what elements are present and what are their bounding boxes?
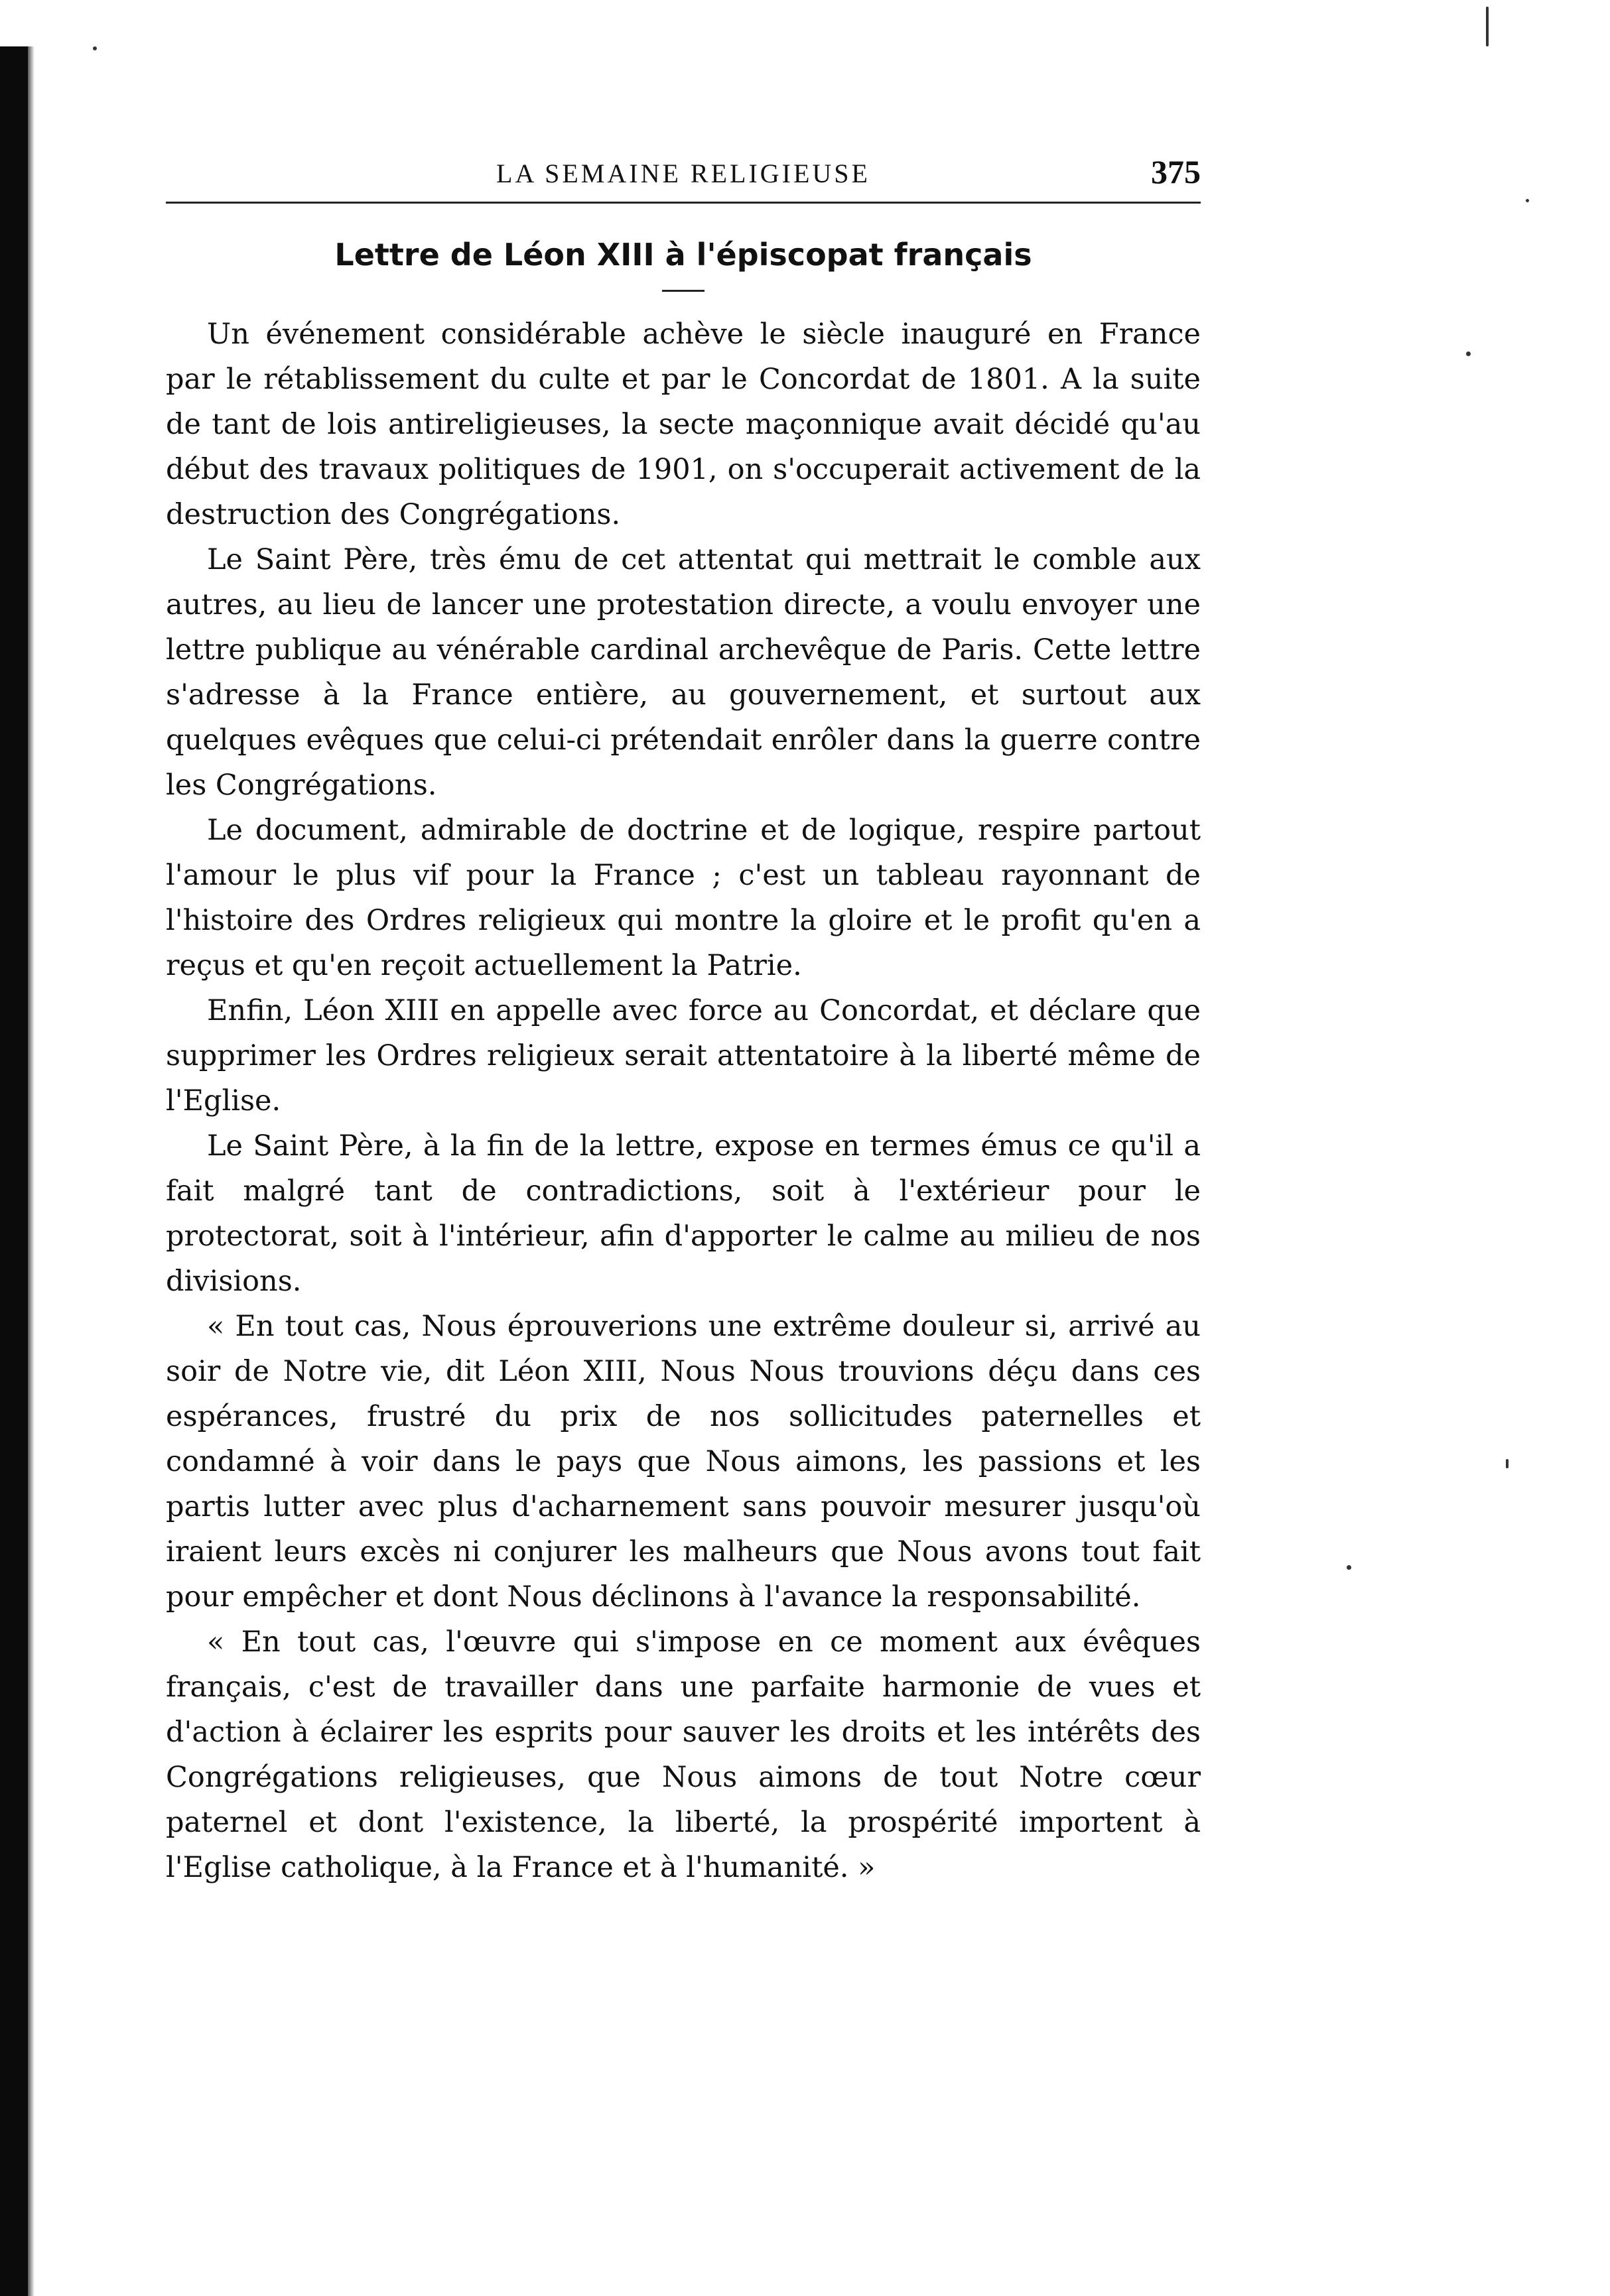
paragraph: Un événement considérable achève le siècle inauguré en France par le rétablissement du culte et par le Concordat de 1801. A la suite de tant de lois antireligieuses, la secte maçonnique avait décidé qu'au début des travaux politiques de 1901, on s'occuperait activement de la destruction des Congrégations. [166, 318, 1201, 531]
paragraph: Le Saint Père, très ému de cet attentat qui mettrait le comble aux autres, au lieu de lancer une protestation directe, a voulu envoyer une lettre publique au vénérable cardinal archevêque de Paris. Cette lettre s'adresse à la France entière, au gouvernement, et surtout aux quelques evêques que celui-ci prétendait enrôler dans la guerre contre les Congrégations. [166, 543, 1201, 802]
scan-speck [1506, 1459, 1509, 1468]
scan-speck [93, 46, 97, 50]
binding-fade [28, 46, 34, 2296]
scan-speck [1347, 1565, 1351, 1570]
running-head [166, 153, 1201, 199]
page-content [166, 153, 1201, 1890]
article-title: Lettre de Léon XIII à l'épiscopat français [334, 237, 1032, 273]
paragraph: Enfin, Léon XIII en appelle avec force au Concordat, et déclare que supprimer les Ordres religieux serait attentatoire à la liberté même de l'Eglise. [166, 994, 1201, 1117]
running-title: LA SEMAINE RELIGIEUSE [496, 159, 870, 188]
title-rule [662, 290, 704, 292]
paragraph: « En tout cas, Nous éprouverions une extrême douleur si, arrivé au soir de Notre vie, dit Léon XIII, Nous Nous trouvions déçu dans ces espérances, frustré du prix de nos sollicitudes paternelles et condamné à voir dans le pays que Nous aimons, les passions et les partis lutter avec plus d'acharnement sans pouvoir mesurer jusqu'où iraient leurs excès ni conjurer les malheurs que Nous avons tout fait pour empêcher et dont Nous déclinons à l'avance la responsabilité. [166, 1310, 1201, 1614]
scan-speck [1526, 199, 1529, 202]
page-number: 375 [1151, 153, 1201, 190]
paragraph: « En tout cas, l'œuvre qui s'impose en ce moment aux évêques français, c'est de travailler dans une parfaite harmonie de vues et d'action à éclairer les esprits pour sauver les droits et les intérêts des Congrégations religieuses, que Nous aimons de tout Notre cœur paternel et dont l'existence, la liberté, la prospérité importent à l'Eglise catholique, à la France et à l'humanité. » [166, 1626, 1201, 1884]
paragraph: Le Saint Père, à la fin de la lettre, expose en termes émus ce qu'il a fait malgré tant de contradictions, soit à l'extérieur pour le protectorat, soit à l'intérieur, afin d'apporter le calme au milieu de nos divisions. [166, 1129, 1201, 1298]
scan-speck [1486, 7, 1489, 46]
scan-speck [1466, 351, 1471, 356]
paragraph: Le document, admirable de doctrine et de logique, respire partout l'amour le plus vif pour la France ; c'est un tableau rayonnant de l'histoire des Ordres religieux qui montre la gloire et le profit qu'en a reçus et qu'en reçoit actuellement la Patrie. [166, 814, 1201, 982]
binding-shadow [0, 46, 28, 2296]
header-rule [166, 202, 1201, 204]
